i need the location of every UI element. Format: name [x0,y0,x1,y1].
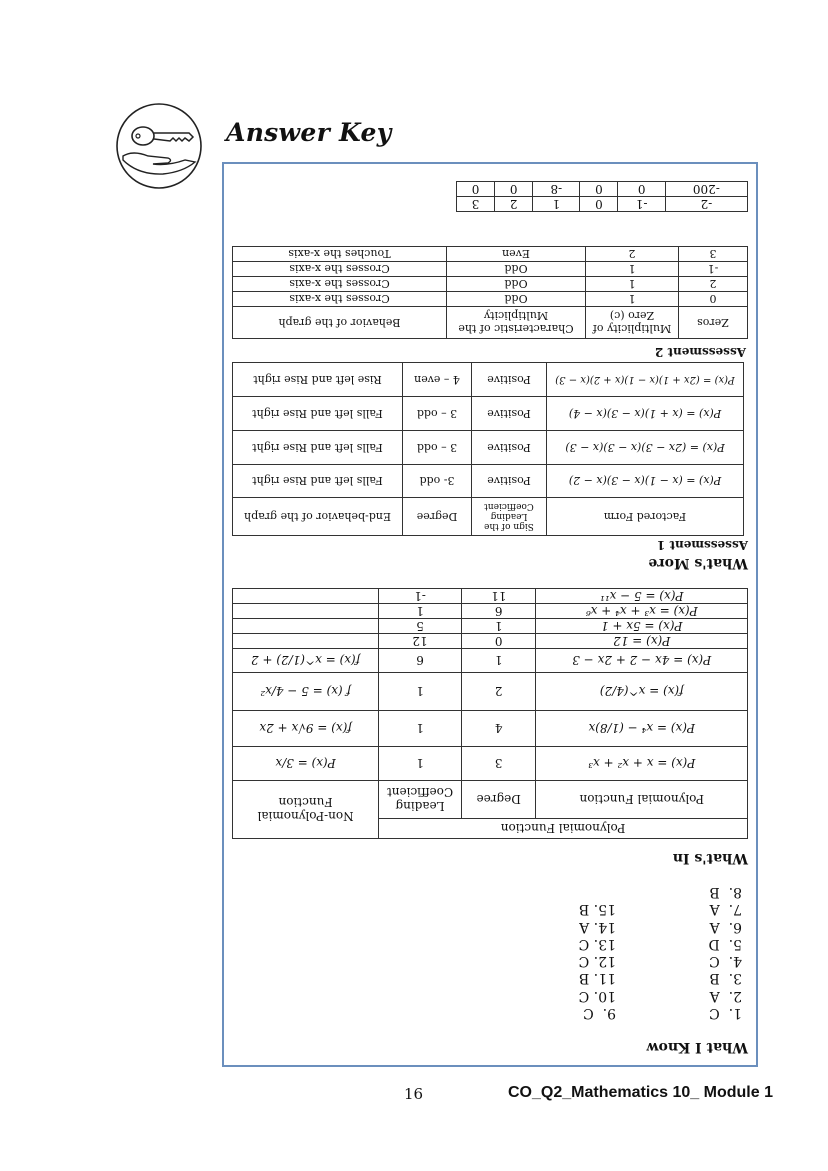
cell-lead: 1 [379,711,462,747]
cell: P(x) = (2x − 3)(x − 3)(x − 3) [547,431,744,465]
cell-lead: 1 [379,747,462,781]
cell: 0 [580,182,618,197]
answer-item: 9. C [583,1005,616,1021]
page-title: Answer Key [226,118,392,147]
cell-degree: 0 [461,634,536,649]
cell: 0 [679,292,748,307]
cell: -1 [679,262,748,277]
cell-poly: P(x) = x⁴ − (1/8)x [536,711,748,747]
table-row [233,747,748,781]
group-header-non-polynomial: Non-Polynomial Function [233,781,379,839]
cell: P(x) = (x − 1)(x − 3)(x − 2) [547,465,744,498]
cell-lead: 12 [379,634,462,649]
group-header-polynomial: Polynomial Function [379,819,748,839]
module-code: CO_Q2_Mathematics 10_ Module 1 [508,1084,773,1101]
cell-non-poly: f(x) = x^(1/2) + 2 [233,649,379,673]
cell: -2 [665,197,747,212]
heading-whats-more: What's More [648,555,748,571]
cell-poly: P(x) = x³ + x⁴ + x⁶ [536,604,748,619]
cell: Crosses the x-axis [233,292,447,307]
cell: 0 [457,182,495,197]
cell: 3 – odd [403,397,472,431]
assessment-1-table [232,362,744,536]
answer-item: 4. C [709,953,742,970]
table-row [233,262,748,277]
cell-degree: 1 [461,649,536,673]
cell-degree: 4 [461,711,536,747]
cell-degree: 2 [461,673,536,711]
cell: P(x) = (2x + 1)(x − 1)(x + 2)(x − 3) [547,363,744,397]
cell: -1 [618,197,665,212]
answer-item: 10. C [578,987,616,1004]
heading-whats-in: What's In [672,850,748,866]
heading-what-i-know: What I Know [646,1039,748,1055]
answer-item: 1. C [709,1005,742,1021]
cell: 3 – odd [403,431,472,465]
cell-poly: P(x) = 4x − 2 + 2x − 3 [536,649,748,673]
cell: 3- odd [403,465,472,498]
cell: 3 [679,247,748,262]
col-degree: Degree [461,781,536,819]
table-row [233,589,748,604]
x-row [457,197,748,212]
table-row [233,397,744,431]
cell: P(x) = (x + 1)(x − 3)(x − 4) [547,397,744,431]
cell: 0 [495,182,533,197]
cell: Positive [472,363,547,397]
table-row [233,431,744,465]
cell-non-poly [233,634,379,649]
cell-degree: 6 [461,604,536,619]
table-row [233,604,748,619]
col-factored-form: Factored Form [547,498,744,536]
assessment-2-table [232,246,748,339]
cell-non-poly [233,619,379,634]
cell-non-poly: f (x) = 5 − 4/x² [233,673,379,711]
cell-non-poly [233,604,379,619]
answer-item: 5. D [708,935,742,952]
table-row [233,634,748,649]
cell: Odd [447,292,586,307]
cell: Positive [472,431,547,465]
cell: Positive [472,397,547,431]
y-row [457,182,748,197]
answer-item: 8. B [709,883,742,900]
cell: Crosses the x-axis [233,262,447,277]
col-multiplicity: Multiplicity of Zero (c) [586,307,679,339]
cell-poly: f(x) = x^(4/2) [536,673,748,711]
answer-item: 15. B [578,901,616,918]
table-row [233,277,748,292]
col-leading-coefficient: Leading Coefficient [379,781,462,819]
cell: 1 [586,277,679,292]
cell-lead: 1 [379,673,462,711]
cell-lead: 1 [379,604,462,619]
answers-col2 [579,900,616,1021]
cell: Falls left and Rise right [233,397,403,431]
col-characteristic: Characteristic of the Multiplicity [447,307,586,339]
whats-in-table [232,588,748,839]
cell: Odd [447,277,586,292]
xy-table [456,181,748,212]
cell: 0 [580,197,618,212]
table-row [233,711,748,747]
col-sign: Sign of the Leading Coefficient [472,498,547,536]
cell: Rise left and Rise right [233,363,403,397]
answer-item: 11. B [578,970,616,987]
cell: Positive [472,465,547,498]
answer-key-box [222,162,758,1067]
answer-item: 2. A [709,987,742,1004]
cell: 2 [586,247,679,262]
cell-non-poly: P(x) = 3/x [233,747,379,781]
col-degree: Degree [403,498,472,536]
cell-non-poly [233,589,379,604]
cell: Falls left and Rise right [233,465,403,498]
cell-non-poly: f(x) = 9√x + 2x [233,711,379,747]
page-number: 16 [404,1085,424,1103]
cell: Odd [447,262,586,277]
table-row [233,673,748,711]
cell: 1 [586,262,679,277]
table-row [233,247,748,262]
table-row [233,363,744,397]
answer-item: 14. A [579,918,616,935]
cell-degree: 1 [461,619,536,634]
answer-item: 7. A [709,901,742,918]
heading-assessment-1: Assessment 1 [656,538,748,552]
cell: Crosses the x-axis [233,277,447,292]
cell: 0 [618,182,665,197]
cell-degree: 3 [461,747,536,781]
cell: Falls left and Rise right [233,431,403,465]
table-row [233,649,748,673]
cell-poly: P(x) = 5x + 1 [536,619,748,634]
cell: Touches the x-axis [233,247,447,262]
answer-item: 3. B [709,970,742,987]
cell-poly: P(x) = x + x² + x³ [536,747,748,781]
cell: 2 [495,197,533,212]
answer-item: 12. C [578,953,616,970]
col-behavior: Behavior of the graph [233,307,447,339]
col-zeros: Zeros [679,307,748,339]
cell: -200 [665,182,747,197]
cell: 4 – even [403,363,472,397]
table-row [233,292,748,307]
cell-degree: 11 [461,589,536,604]
answer-item: 13. C [578,935,616,952]
answer-item: 6. A [709,918,742,935]
col-end-behavior: End-behavior of the graph [233,498,403,536]
cell: -8 [533,182,580,197]
heading-assessment-2: Assessment 2 [654,345,746,359]
rotated-content [224,164,756,1065]
cell: 3 [457,197,495,212]
cell: 1 [586,292,679,307]
table-row [233,465,744,498]
cell: Even [447,247,586,262]
cell-lead: 6 [379,649,462,673]
col-polynomial: Polynomial Function [536,781,748,819]
cell-poly: P(x) = 5 − x¹¹ [536,589,748,604]
cell-poly: P(x) = 12 [536,634,748,649]
table-row [233,619,748,634]
cell-lead: -1 [379,589,462,604]
key-in-hand-icon [113,100,205,192]
cell-lead: 5 [379,619,462,634]
answers-col1 [709,883,742,1021]
cell: 1 [533,197,580,212]
cell: 2 [679,277,748,292]
